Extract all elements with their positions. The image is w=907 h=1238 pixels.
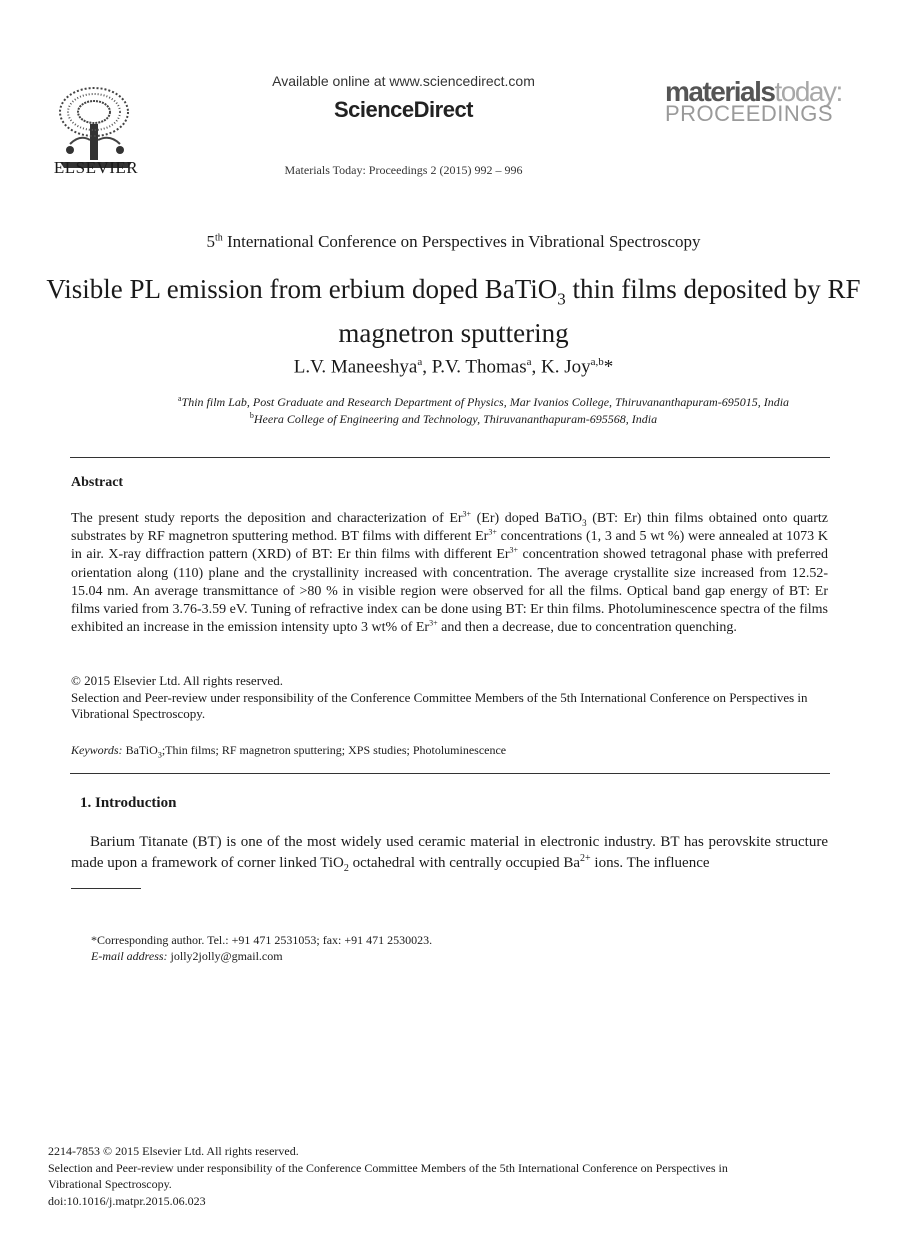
doi: doi:10.1016/j.matpr.2015.06.023 — [48, 1193, 206, 1208]
aff-text: Heera College of Engineering and Technology, Thiruvananthapuram-695568, India — [253, 412, 658, 426]
email-address: jolly2jolly@gmail.com — [167, 949, 283, 963]
abs-sup: 3+ — [509, 545, 519, 555]
footnote-rule — [71, 888, 141, 889]
copyright-line: © 2015 Elsevier Ltd. All rights reserved. — [71, 673, 284, 688]
elsevier-wordmark: ELSEVIER — [53, 158, 139, 177]
materials-today-logo — [665, 78, 842, 125]
aff-text: Thin film Lab, Post Graduate and Research Department of Physics, Mar Ivanios College, Thiruvananthapuram-695015, India — [181, 395, 790, 409]
journal-reference: Materials Today: Proceedings 2 (2015) 992 – 996 — [284, 163, 523, 177]
title-sub: 3 — [557, 289, 566, 309]
author-list — [0, 356, 907, 378]
author-sep: , — [531, 356, 542, 378]
abs-sup: 3+ — [488, 527, 497, 537]
abs-seg: (BT: Er) thin films obtained onto quartz substrates by RF magnetron sputtering method. BT films with different Er — [71, 511, 828, 545]
abs-seg: The present study reports the deposition and characterization of Er — [71, 511, 463, 526]
author-sup: a — [526, 356, 532, 368]
divider — [70, 773, 830, 774]
intro-seg: octahedral with centrally occupied Ba — [348, 855, 581, 871]
author-sep: , — [422, 356, 432, 378]
keywords — [71, 743, 506, 759]
author-sep: * — [603, 356, 614, 378]
aff-sup: a — [177, 394, 182, 403]
author-name: P.V. Thomas — [431, 356, 527, 378]
keywords-seg: ;Thin films; RF magnetron sputtering; XPS studies; Photoluminescence — [161, 743, 507, 757]
intro-seg: Barium Titanate (BT) is one of the most widely used ceramic material in electronic industry. BT has perovskite structure made upon a framework of corner linked TiO — [71, 834, 828, 871]
keywords-sub: 3 — [157, 750, 162, 760]
mt-logo-proceedings: PROCEEDINGS — [665, 101, 834, 126]
intro-sup: 2+ — [580, 853, 591, 864]
available-online: Available online at www.sciencedirect.com — [272, 73, 535, 89]
intro-sub: 2 — [343, 863, 349, 874]
author-sup: a,b — [590, 356, 604, 368]
email-footnote — [91, 949, 283, 964]
title-part1: Visible PL emission from erbium doped BaTiO — [46, 274, 558, 304]
abs-sup: 3+ — [462, 509, 472, 519]
conf-sup: th — [214, 232, 223, 244]
abs-sup: 3+ — [429, 618, 438, 628]
footer-review: Selection and Peer-review under responsibility of the Conference Committee Members of the 5th International Conference on Perspectives in Vibrational Spectroscopy. — [48, 1160, 728, 1191]
abs-seg: and then a decrease, due to concentration quenching. — [437, 620, 737, 636]
abs-seg: concentration showed tetragonal phase with preferred orientation along (110) plane and the crystallinity increased with concentration. The average crystallite size increased from 12.52-15.04 nm. An average transmittance of >80 % in visible region were observed for all the films. Optical band gap energy of BT: Er films varied from 3.76-3.59 eV. Tuning of refractive index can be done using BT: Er thin films. Photoluminescence spectra of the films exhibited an increase in the emission intensity upto 3 wt% of Er — [71, 547, 828, 636]
intro-paragraph — [71, 832, 828, 874]
divider — [70, 457, 830, 458]
affiliation-b — [0, 411, 907, 427]
abs-seg: (Er) doped BaTiO — [471, 511, 583, 526]
aff-sup: b — [249, 411, 254, 420]
abs-seg: concentrations (1, 3 and 5 wt %) were annealed at 1073 K in air. X-ray diffraction pattern (XRD) of BT: Er thin films with different Er — [71, 529, 829, 563]
intro-seg: ions. The influence — [590, 855, 710, 871]
issn-line: 2214-7853 © 2015 Elsevier Ltd. All rights reserved. — [48, 1144, 299, 1158]
keywords-label: Keywords: — [71, 743, 123, 757]
abstract-heading: Abstract — [71, 475, 124, 490]
conference-name — [0, 232, 907, 252]
mt-logo-part1: materials — [665, 76, 775, 107]
paper-title — [40, 272, 867, 350]
section-heading: 1. Introduction — [80, 795, 177, 811]
peer-review-line: Selection and Peer-review under responsibility of the Conference Committee Members of the 5th International Conference on Perspectives in Vibrational Spectroscopy. — [71, 689, 808, 721]
conf-num: 5 — [206, 232, 215, 251]
email-label: E-mail address: — [91, 949, 168, 963]
author-name: K. Joy — [541, 356, 591, 378]
copyright-block — [71, 673, 828, 723]
conf-text: International Conference on Perspectives in Vibrational Spectroscopy — [222, 232, 701, 251]
keywords-seg: BaTiO — [122, 743, 158, 757]
author-sup: a — [417, 356, 423, 368]
page-footer — [48, 1143, 748, 1209]
abstract-text — [71, 510, 828, 637]
corresponding-author: *Corresponding author. Tel.: +91 471 2531053; fax: +91 471 2530023. — [91, 933, 433, 947]
sciencedirect-logo: ScienceDirect — [333, 97, 474, 122]
author-name: L.V. Maneeshya — [293, 356, 418, 378]
abs-sub: 3 — [582, 517, 587, 528]
mt-logo-part2: today: — [774, 76, 842, 107]
title-part2: thin films deposited by RF magnetron sputtering — [338, 274, 861, 349]
affiliation-a — [30, 394, 907, 410]
